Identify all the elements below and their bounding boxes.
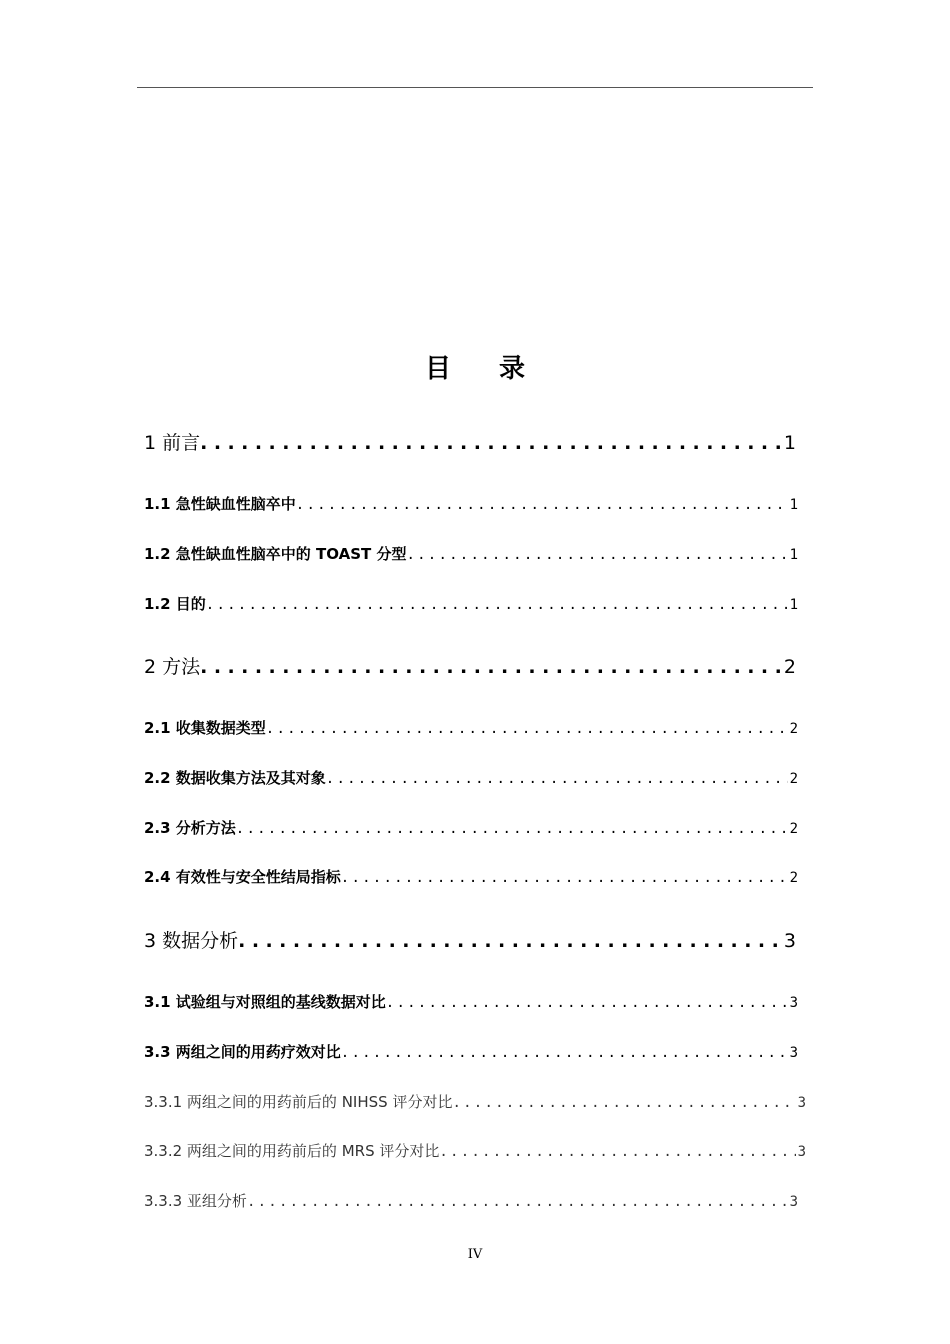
toc-entry-label: 1.2 急性缺血性脑卒中的 TOAST 分型 [144,545,407,563]
toc-page-number: 3 [797,1144,806,1160]
toc-leader-dots [238,930,782,952]
toc-leader-dots [206,597,788,613]
toc-page-number: 2 [789,721,798,737]
toc-page-number: 3 [789,995,798,1011]
toc-entry-label: 2.2 数据收集方法及其对象 [144,769,326,787]
toc-entry-3-3-1[interactable] [144,1091,806,1112]
toc-page-number: 3 [789,1045,798,1061]
toc-entry-label: 1 前言 [144,432,201,454]
toc-page-number: 2 [789,771,798,787]
toc-leader-dots [452,1095,795,1111]
toc-leader-dots [200,656,782,678]
toc-page-number: 3 [783,930,796,952]
toc-entry-label: 3.1 试验组与对照组的基线数据对比 [144,993,386,1011]
toc-entry-label: 3.3.1 两组之间的用药前后的 NIHSS 评分对比 [144,1093,453,1111]
toc-page-number: 1 [783,432,796,454]
toc-page-number: 1 [789,497,798,513]
toc-title-left: 目 [424,354,451,384]
toc-leader-dots [266,721,788,737]
toc-page-number: 1 [789,597,798,613]
toc-leader-dots [386,995,788,1011]
toc-page-number: 2 [789,821,798,837]
toc-entry-2-4[interactable] [144,866,798,887]
toc-entry-label: 3.3.2 两组之间的用药前后的 MRS 评分对比 [144,1142,440,1160]
toc-entry-3-3[interactable] [144,1041,798,1062]
toc-page-number: 3 [789,1194,798,1210]
toc-entry-2-1[interactable] [144,717,798,738]
toc-title-right: 录 [499,354,526,384]
toc-leader-dots [439,1144,795,1160]
toc-entry-label: 3 数据分析 [144,930,239,952]
toc-page-number: 2 [789,870,798,886]
footer-page-number: IV [467,1247,483,1262]
toc-entry-label: 3.3.3 亚组分析 [144,1192,247,1210]
toc-entry-1[interactable] [144,428,796,455]
toc-page-number: 3 [797,1095,806,1111]
toc-title [0,348,950,385]
toc-page-number: 1 [789,547,798,563]
toc-leader-dots [200,432,782,454]
toc-entry-label: 2.3 分析方法 [144,819,236,837]
toc-entry-label: 2 方法 [144,656,201,678]
toc-entry-label: 2.1 收集数据类型 [144,719,266,737]
toc-entry-2-2[interactable] [144,767,798,788]
toc-entry-3-3-2[interactable] [144,1140,806,1161]
toc-page-number: 2 [783,656,796,678]
toc-entry-2-3[interactable] [144,817,798,838]
toc-leader-dots [341,870,788,886]
toc-entry-label: 3.3 两组之间的用药疗效对比 [144,1043,341,1061]
toc-entry-3[interactable] [144,926,796,953]
toc-entry-1-2b[interactable] [144,593,798,614]
toc-entry-1-1[interactable] [144,493,798,514]
toc-leader-dots [296,497,788,513]
toc-leader-dots [236,821,788,837]
toc-entry-1-2[interactable] [144,543,798,564]
toc-leader-dots [406,547,787,563]
toc-entry-2[interactable] [144,652,796,679]
toc-entry-label: 1.2 目的 [144,595,206,613]
toc-leader-dots [247,1194,788,1210]
toc-leader-dots [326,771,788,787]
toc-entry-3-3-3[interactable] [144,1190,798,1211]
toc-entry-3-1[interactable] [144,991,798,1012]
header-rule [137,87,813,88]
toc-entry-label: 2.4 有效性与安全性结局指标 [144,868,341,886]
toc-leader-dots [341,1045,788,1061]
toc-entry-label: 1.1 急性缺血性脑卒中 [144,495,296,513]
